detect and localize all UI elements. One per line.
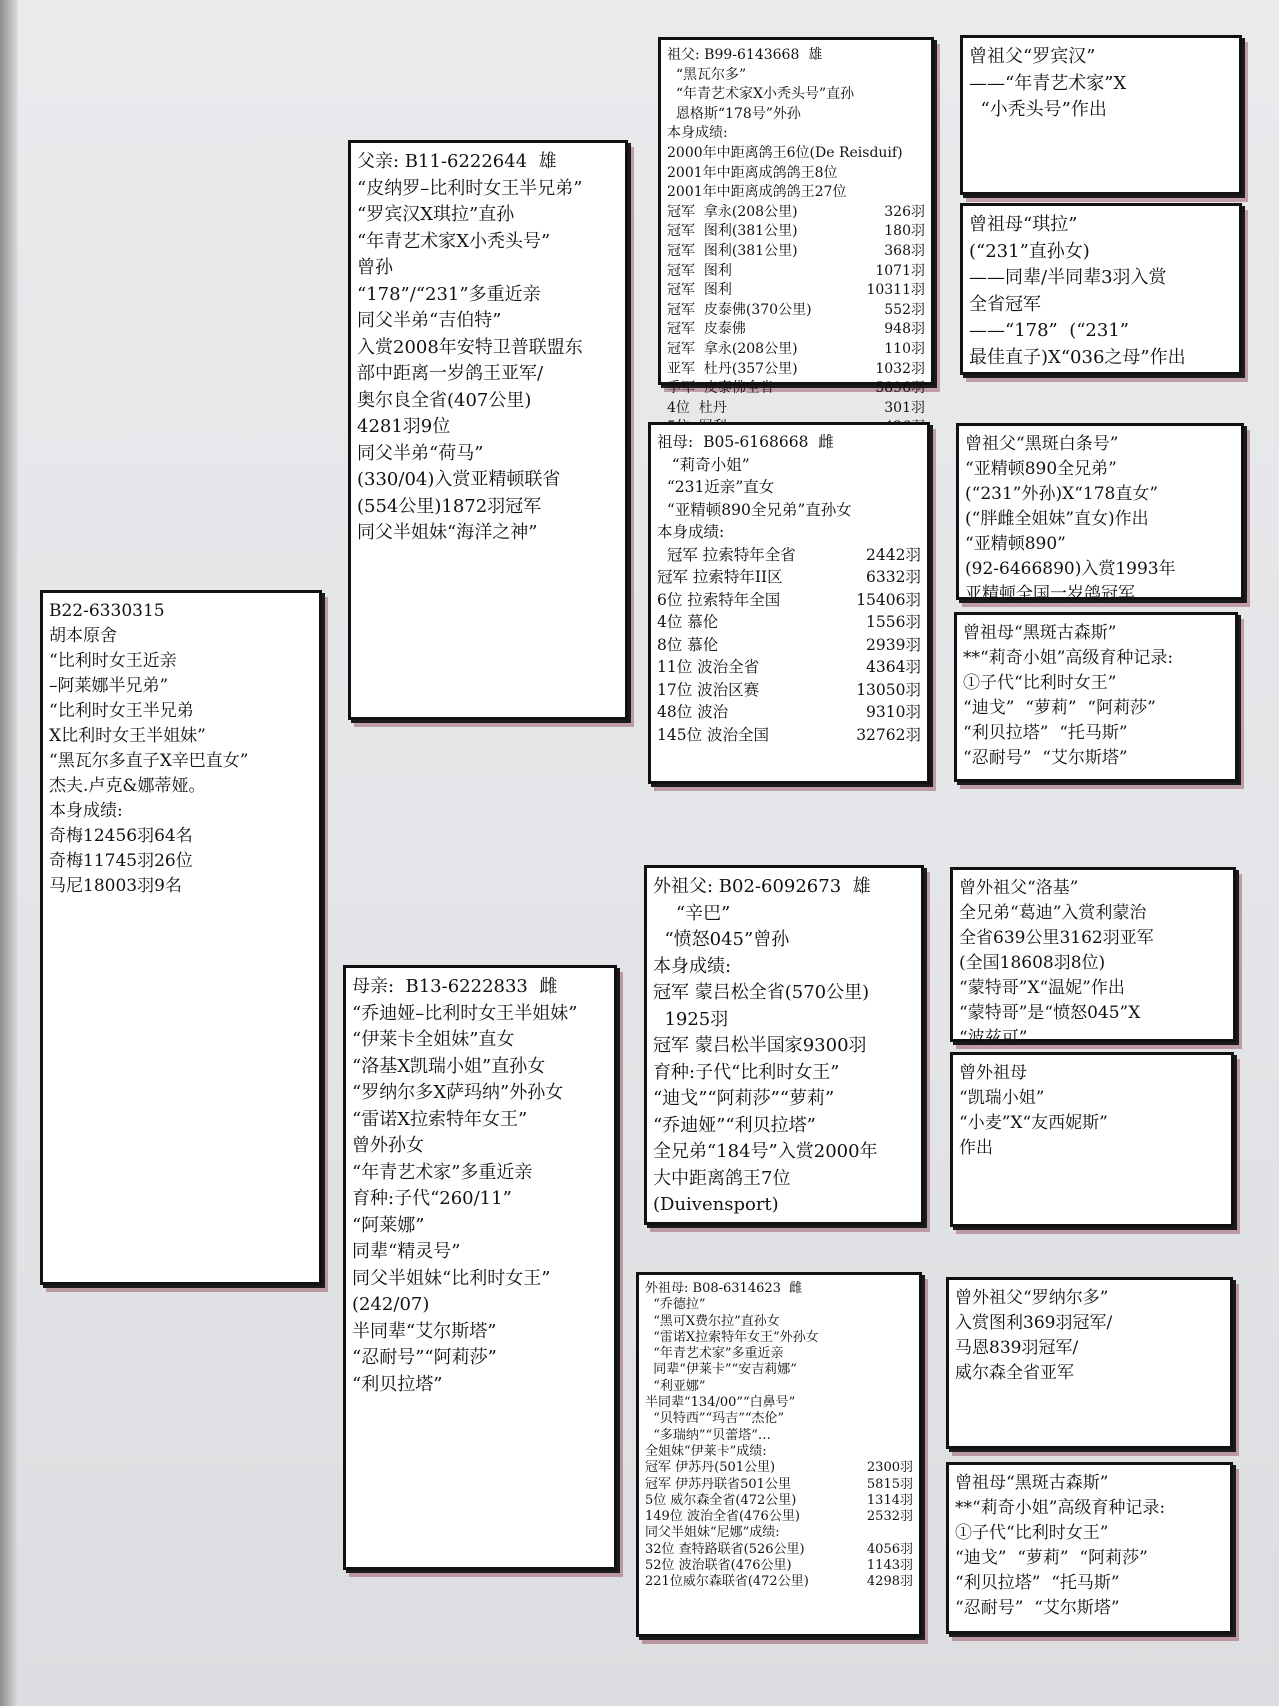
text-line: “年青艺术家X小秃头号”直孙 [667,86,855,103]
text-line: “年青艺术家”多重近亲 [645,1346,784,1362]
ggf4-lines [955,1286,1224,1386]
result-row [667,203,925,223]
text-line: 祖母: B05-6168668 雌 [657,433,834,451]
text-line: B22-6330315 [49,601,165,621]
result-label: 冠军 图利(381公里) [667,242,798,259]
text-line: (330/04)入赏亚精顿联省 [357,469,561,490]
text-line: “乔德拉” [645,1297,706,1313]
result-label: 冠军 拿永(208公里) [667,340,798,357]
result-value: 5815羽 [866,1476,913,1492]
result-value: 1314羽 [866,1492,913,1508]
text-line: ——“178” (“231” [969,320,1129,341]
result-label: 6位 拉索特年全国 [657,590,781,609]
text-line: “亚精顿890全兄弟”直孙女 [657,500,852,519]
text-line: 同辈“精灵号” [352,1241,461,1262]
result-value: 4056羽 [866,1541,913,1557]
text-line: “利亚娜” [645,1378,706,1394]
text-line: 4281羽9位 [357,416,451,437]
text-line: 母亲: B13-6222833 雌 [352,976,558,997]
text-line: 本身成绩: [653,955,732,977]
result-label: 冠军 伊苏丹(501公里) [645,1460,776,1476]
text-line: 同父半姐妹“比利时女王” [352,1267,551,1289]
text-line: (Duivensport) [653,1194,779,1215]
pgm-results [657,544,921,747]
result-value: 301羽 [884,399,925,416]
text-line: 同父半弟“荷马” [357,442,484,464]
text-line: “迪戈”“阿莉莎”“萝莉” [653,1088,835,1109]
pgf-results [667,203,925,438]
result-label: 冠军 图利 [667,282,732,299]
mother-card [343,965,617,1570]
ggm1-lines [969,212,1233,371]
text-line: (92-6466890)入赏1993年 [965,559,1176,579]
result-row [667,301,925,321]
text-line: “黑瓦尔多直子X辛巴直女” [49,751,249,771]
result-value: 1143羽 [866,1558,913,1574]
text-line: “多瑞纳”“贝蕾塔”… [645,1427,771,1443]
text-line: 马恩839羽冠军/ [955,1338,1079,1358]
result-label: 32位 查特路联省(526公里) [645,1541,805,1557]
text-line: “雷诺X拉索特年女王”外孙女 [645,1329,819,1345]
result-row [657,634,921,657]
text-line: 育种:子代“比利时女王” [653,1061,840,1083]
text-line: “贝特西”“玛吉”“杰伦” [645,1411,785,1427]
result-row [645,1460,913,1476]
text-line: 曾祖母“黑斑古森斯” [955,1473,1109,1493]
text-line: (“231”直孙女) [969,240,1090,262]
text-line: “乔迪娅”“利贝拉塔” [653,1114,816,1136]
text-line: “蒙特哥”是“愤怒045”X [959,1003,1141,1023]
great-grandmother-card-1 [960,203,1242,375]
text-line: (全国18608羽8位) [959,953,1106,973]
text-line: “蒙特哥”X“温妮”作出 [959,978,1125,998]
text-line: 威尔森全省亚军 [955,1363,1074,1383]
ggm3-lines [959,1061,1225,1161]
result-label: 48位 波治 [657,703,729,721]
text-line: 最佳直子)X“036之母”作出 [969,346,1186,368]
great-grandfather-card-3 [950,867,1236,1048]
text-line: 杰夫.卢克&娜蒂娅。 [49,776,206,796]
text-line: 作出 [959,1138,993,1158]
text-line: “231近亲”直女 [657,478,775,496]
text-line: “波兹可” [959,1028,1028,1048]
text-line: “忍耐号” “艾尔斯塔” [963,748,1128,768]
text-line: (554公里)1872羽冠军 [357,495,542,517]
result-value: 5896羽 [875,380,925,397]
text-line: 马尼18003羽9名 [49,876,182,896]
result-row [657,566,921,589]
result-label: 4位 杜丹 [667,399,727,416]
result-row [645,1574,913,1590]
mgm-results-2 [645,1542,913,1591]
result-row [667,222,925,242]
text-line: 同父半姐妹“海洋之神” [357,522,538,543]
text-line: 外祖父: B02-6092673 雄 [653,876,871,897]
text-line: “比利时女王近亲 [49,651,177,671]
result-label: 5位 威尔森全省(472公里) [645,1492,797,1508]
text-line: “小秃头号”作出 [969,99,1107,120]
text-line: 本身成绩: [667,125,728,142]
ggm2-lines [963,621,1229,771]
text-line: “雷诺X拉索特年女王” [352,1108,528,1130]
text-line: 曾外祖父“罗纳尔多” [955,1288,1109,1308]
text-line: “年青艺术家X小秃头号” [357,230,551,252]
text-line: 全省639公里3162羽亚军 [959,928,1154,948]
result-value: 948羽 [884,321,925,338]
result-label: 221位威尔森联省(472公里) [645,1574,809,1590]
text-line: (“胖雌全姐妹”直女)作出 [965,509,1149,529]
result-row [657,656,921,679]
result-label: 季军 皮泰佛全省 [667,380,774,397]
text-line: “亚精顿890” [965,534,1066,554]
text-line: **“莉奇小姐”高级育种记录: [963,648,1174,668]
text-line: 1925羽 [653,1008,729,1030]
result-value: 15406羽 [856,590,921,609]
result-label: 冠军 皮泰佛 [667,321,746,338]
result-value: 4298羽 [866,1574,913,1590]
text-line: 外祖母: B08-6314623 雌 [645,1281,803,1296]
text-line: “迪戈” “萝莉” “阿莉莎” [955,1548,1148,1568]
maternal-grandfather-card [644,865,924,1225]
result-row [667,242,925,262]
paper-edge-shadow [0,0,18,1706]
text-line: “利贝拉塔” “托马斯” [963,723,1128,743]
text-line: “利贝拉塔” [352,1373,443,1395]
result-row [667,281,925,301]
paternal-grandfather-card [658,37,934,416]
text-line: “愤怒045”曾孙 [653,929,790,950]
great-grandmother-card-2 [954,612,1238,782]
text-line: “乔迪娅–比利时女王半姐妹” [352,1002,578,1024]
text-line: 曾外孙女 [352,1135,424,1156]
result-row [657,679,921,702]
text-line: 全兄弟“184号”入赏2000年 [653,1141,878,1162]
mgm-sub-header: 同父半姐妹“尼娜”成绩: [645,1525,780,1541]
result-label: 冠军 图利 [667,262,732,279]
result-value: 1032羽 [875,360,925,377]
text-line: 曾祖母“琪拉” [969,214,1078,235]
result-value: 2442羽 [866,545,921,564]
result-row [667,340,925,360]
result-value: 9310羽 [866,703,921,721]
maternal-grandmother-card [636,1272,922,1637]
result-label: 冠军 皮泰佛(370公里) [667,301,812,318]
text-line: 全姐妹“伊莱卡”成绩: [645,1443,767,1459]
result-row [667,399,925,419]
text-line: “伊莱卡全姐妹”直女 [352,1029,515,1050]
text-line: 曾孙 [357,257,393,278]
result-label: 11位 波治全省 [657,658,760,676]
result-label: 149位 波治全省(476公里) [645,1509,800,1525]
result-label: 52位 波治联省(476公里) [645,1558,792,1574]
result-value: 6332羽 [866,568,921,586]
text-line: “迪戈” “萝莉” “阿莉莎” [963,698,1156,718]
text-line: “凯瑞小姐” [959,1088,1045,1108]
text-line: 曾祖母“黑斑古森斯” [963,623,1117,643]
text-line: (242/07) [352,1294,430,1315]
result-label: 冠军 拿永(208公里) [667,203,798,220]
text-line: 本身成绩: [49,801,123,821]
text-line: “比利时女王半兄弟 [49,701,194,721]
result-row [657,611,921,634]
father-card [348,140,628,720]
mgm-header [645,1281,913,1460]
result-label: 8位 慕伦 [657,635,719,654]
text-line: X比利时女王半姐妹” [49,726,206,746]
text-line: 胡本原舍 [49,626,117,646]
ggf3-lines [959,876,1227,1051]
great-grandmother-card-4 [946,1462,1233,1634]
text-line: 半同辈“艾尔斯塔” [352,1320,497,1342]
text-line: 半同辈“134/00”“白鼻号” [645,1395,796,1411]
text-line: “莉奇小姐” [657,455,750,474]
result-value: 13050羽 [856,680,921,699]
text-line: 2001年中距离成鸽鸽王27位 [667,184,847,201]
result-label: 冠军 拉索特年II区 [657,568,783,586]
text-line: 部中距离一岁鸽王亚军/ [357,363,544,384]
ggm4-lines [955,1471,1224,1621]
text-line: 同辈“伊莱卡”“安吉莉娜” [645,1362,797,1378]
result-value: 10311羽 [866,282,925,299]
text-line: 育种:子代“260/11” [352,1188,512,1209]
text-line: “黑瓦尔多” [667,66,747,83]
text-line: “洛基X凯瑞小姐”直孙女 [352,1055,546,1077]
result-row [667,360,925,380]
text-line: “年青艺术家”多重近亲 [352,1161,533,1183]
text-line: 祖父: B99-6143668 雄 [667,47,823,63]
result-value: 552羽 [884,301,925,318]
text-line: 入赏2008年安特卫普联盟东 [357,336,583,358]
text-line: 本身成绩: [657,523,725,541]
result-value: 2300羽 [866,1460,913,1476]
text-line: 曾祖父“黑斑白条号” [965,434,1119,454]
text-line: 曾外祖母 [959,1063,1027,1083]
result-row [667,262,925,282]
result-label: 冠军 伊苏丹联省501公里 [645,1476,791,1492]
text-line: 曾外祖父“洛基” [959,878,1079,898]
text-line: “辛巴” [653,902,731,924]
result-row [657,544,921,567]
mother-lines [352,974,608,1398]
result-value: 326羽 [884,203,925,220]
text-line: “178”/“231”多重近亲 [357,283,541,305]
father-lines [357,149,619,547]
result-label: 亚军 杜丹(357公里) [667,360,798,377]
text-line: “罗宾汉X琪拉”直孙 [357,204,515,225]
mgf-lines [653,874,915,1219]
result-label: 4位 慕伦 [657,613,719,631]
text-line: 同父半弟“吉伯特” [357,310,502,331]
result-value: 368羽 [884,242,925,259]
text-line: ——同辈/半同辈3羽入赏 [969,267,1167,288]
great-grandmother-card-3 [950,1052,1234,1227]
text-line: “忍耐号” “艾尔斯塔” [955,1598,1120,1618]
result-row [657,701,921,724]
ggf1-lines [969,44,1233,124]
pgf-header [667,46,925,203]
text-line: “黑可X费尔拉”直孙女 [645,1313,780,1329]
ggf2-lines [965,432,1235,607]
text-line: “利贝拉塔” “托马斯” [955,1573,1120,1593]
mgm-results [645,1460,913,1525]
text-line: 恩格斯“178号”外孙 [667,105,801,122]
text-line: 2000年中距离鸽王6位(De Reisduif) [667,144,903,161]
result-row [657,589,921,612]
result-value: 2939羽 [866,635,921,654]
text-line: 曾祖父“罗宾汉” [969,46,1096,67]
result-label: 冠军 图利(381公里) [667,223,798,240]
text-line: 大中距离鸽王7位 [653,1167,791,1189]
result-row [645,1493,913,1509]
text-line: “忍耐号”“阿莉莎” [352,1347,497,1368]
result-row [667,379,925,399]
text-line: –阿莱娜半兄弟” [49,676,169,696]
result-value: 180羽 [884,223,925,240]
text-line: 奇梅12456羽64名 [49,826,193,846]
result-row [645,1558,913,1574]
result-value: 32762羽 [856,725,921,744]
result-value: 1071羽 [875,262,925,279]
text-line: 全省冠军 [969,293,1041,315]
pgm-header [657,431,921,544]
great-grandfather-card-4 [946,1277,1233,1449]
text-line: 2001年中距离成鸽鸽王8位 [667,164,838,181]
great-grandfather-card-2 [956,423,1244,604]
text-line: (“231”外孙)X“178直女” [965,484,1159,504]
text-line: 入赏图利369羽冠军/ [955,1313,1113,1333]
text-line: 父亲: B11-6222644 雄 [357,151,557,172]
text-line: **“莉奇小姐”高级育种记录: [955,1498,1166,1518]
paternal-grandmother-card [648,422,930,784]
text-line: 奇梅11745羽26位 [49,851,193,871]
result-value: 2532羽 [866,1509,913,1525]
text-line: ①子代“比利时女王” [963,673,1117,693]
text-line: 亚精顿全国一岁鸽冠军 [965,584,1135,604]
subject-card [40,590,322,1285]
text-line: 奥尔良全省(407公里) [357,389,532,411]
text-line: “小麦”X“友西妮斯” [959,1113,1108,1133]
text-line: 冠军 蒙吕松全省(570公里) [653,982,870,1003]
result-row [657,724,921,747]
result-value: 4364羽 [866,658,921,676]
result-label: 冠军 拉索特年全省 [657,545,796,564]
result-row [667,320,925,340]
result-value: 1556羽 [866,613,921,631]
subject-lines [49,599,313,899]
text-line: 冠军 蒙吕松半国家9300羽 [653,1035,867,1056]
result-row [645,1477,913,1493]
text-line: “罗纳尔多X萨玛纳”外孙女 [352,1082,564,1103]
text-line: “阿莱娜” [352,1214,425,1236]
text-line: “皮纳罗–比利时女王半兄弟” [357,177,583,199]
text-line: ——“年青艺术家”X [969,72,1127,94]
result-label: 17位 波治区赛 [657,680,760,699]
result-label: 145位 波治全国 [657,725,770,744]
great-grandfather-card-1 [960,35,1242,195]
result-row [645,1542,913,1558]
text-line: ①子代“比利时女王” [955,1523,1109,1543]
text-line: “亚精顿890全兄弟” [965,459,1117,479]
result-row [645,1509,913,1525]
text-line: 全兄弟“葛迪”入赏利蒙治 [959,903,1147,923]
result-value: 110羽 [884,340,925,357]
